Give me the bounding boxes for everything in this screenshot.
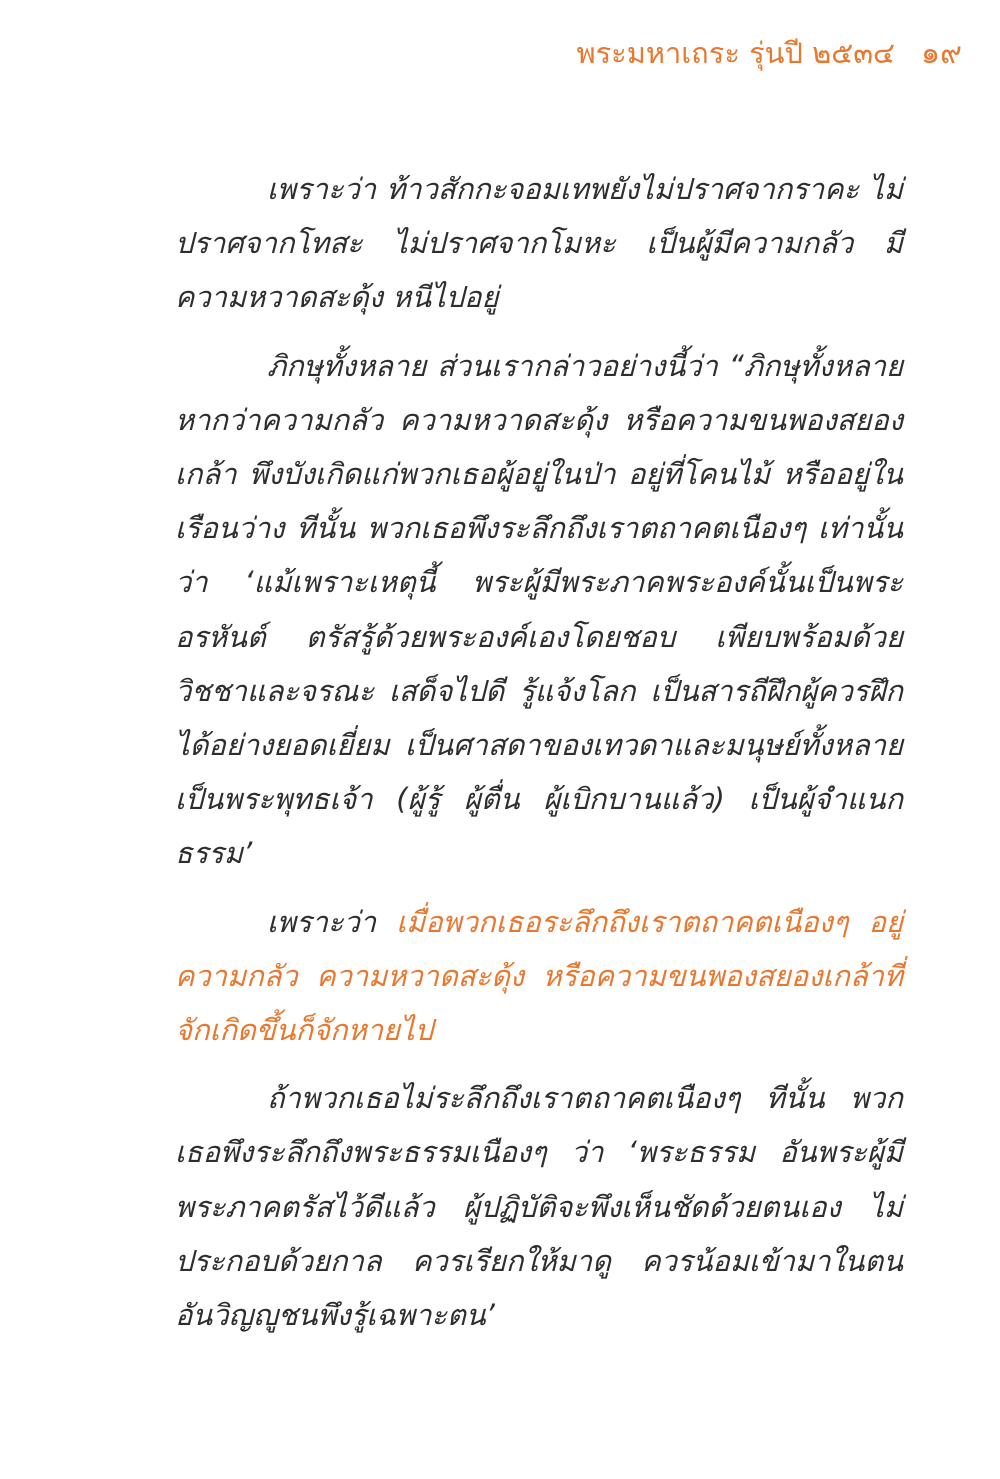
paragraph-3	[175, 895, 903, 1058]
page-number: ๑๙	[920, 36, 962, 71]
paragraph-3-lead: เพราะว่า	[267, 904, 397, 939]
paragraph-2: ภิกษุทั้งหลาย ส่วนเรากล่าวอย่างนี้ว่า “ภิกษุทั้งหลาย หากว่าความกลัว ความหวาดสะดุ้ง หรือความขนพองสยองเกล้า พึงบังเกิดแก่พวกเธอผู้อยู่ในป่า อยู่ที่โคนไม้ หรืออยู่ในเรือนว่าง ทีนั้น พวกเธอพึงระลึกถึงเราตถาคตเนืองๆ เท่านั้นว่า ‘แม้เพราะเหตุนี้ พระผู้มีพระภาคพระองค์นั้นเป็นพระอรหันต์ ตรัสรู้ด้วยพระองค์เองโดยชอบ เพียบพร้อมด้วยวิชชาและจรณะ เสด็จไปดี รู้แจ้งโลก เป็นสารถีฝึกผู้ควรฝึกได้อย่างยอดเยี่ยม เป็นศาสดาของเทวดาและมนุษย์ทั้งหลาย เป็นพระพุทธเจ้า (ผู้รู้ ผู้ตื่น ผู้เบิกบานแล้ว) เป็นผู้จำแนกธรรม’	[175, 348, 903, 871]
paragraph-4: ถ้าพวกเธอไม่ระลึกถึงเราตถาคตเนืองๆ ทีนั้น พวกเธอพึงระลึกถึงพระธรรมเนืองๆ ว่า ‘พระธรรม อันพระผู้มีพระภาคตรัสไว้ดีแล้ว ผู้ปฏิบัติจะพึงเห็นชัดด้วยตนเอง ไม่ประกอบด้วยกาล ควรเรียกให้มาดู ควรน้อมเข้ามาในตน อันวิญญูชนพึงรู้เฉพาะตน’	[175, 1081, 903, 1333]
highlighted-passage: เมื่อพวกเธอระลึกถึงเราตถาคตเนืองๆ อยู่ ความกลัว ความหวาดสะดุ้ง หรือความขนพองสยองเกล้าที่จักเกิดขึ้นก็จักหายไป	[175, 904, 903, 1048]
paragraph-1: เพราะว่า ท้าวสักกะจอมเทพยังไม่ปราศจากราคะ ไม่ปราศจากโทสะ ไม่ปราศจากโมหะ เป็นผู้มีความกลัว มีความหวาดสะดุ้ง หนีไปอยู่	[175, 172, 903, 315]
book-title: พระมหาเถระ รุ่นปี ๒๕๓๔	[576, 36, 895, 70]
body-text	[175, 162, 903, 1342]
running-header	[576, 30, 962, 77]
